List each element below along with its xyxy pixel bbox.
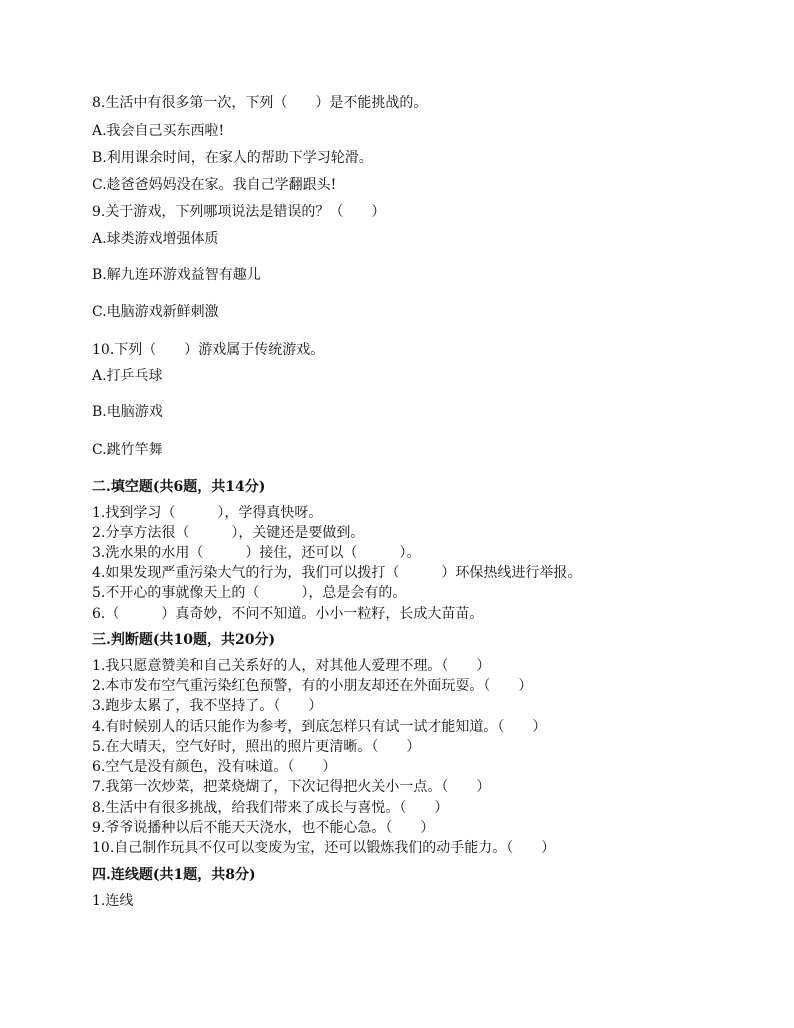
question-8-stem: 8.生活中有很多第一次，下列（ ）是不能挑战的。 (92, 95, 428, 111)
fill-item: 5.不开心的事就像天上的（ ），总是会有的。 (92, 585, 407, 601)
fill-item: 4.如果发现严重污染大气的行为，我们可以拨打（ ）环保热线进行举报。 (92, 565, 582, 581)
question-9-option-a: A.球类游戏增强体质 (92, 231, 219, 247)
question-10-option-a: A.打乒乓球 (92, 368, 163, 384)
judge-item: 6.空气是没有颜色，没有味道。（ ） (92, 759, 337, 775)
connect-item: 1.连线 (92, 893, 134, 909)
fill-item: 1.找到学习（ ），学得真快呀。 (92, 505, 323, 521)
question-10-stem: 10.下列（ ）游戏属于传统游戏。 (92, 342, 325, 358)
question-8-option-b: B.利用课余时间，在家人的帮助下学习轮滑。 (92, 150, 373, 166)
section-connect-heading: 四.连线题(共1题，共8分) (92, 867, 256, 883)
section-judge-heading: 三.判断题(共10题，共20分) (92, 632, 276, 648)
question-9-option-b: B.解九连环游戏益智有趣儿 (92, 267, 261, 283)
fill-item: 2.分享方法很（ ），关键还是要做到。 (92, 525, 365, 541)
question-8-option-a: A.我会自己买东西啦! (92, 123, 225, 139)
judge-item: 7.我第一次炒菜，把菜烧煳了，下次记得把火关小一点。（ ） (92, 779, 491, 795)
judge-item: 1.我只愿意赞美和自己关系好的人，对其他人爱理不理。（ ） (92, 658, 491, 674)
judge-item: 8.生活中有很多挑战，给我们带来了成长与喜悦。（ ） (92, 800, 449, 816)
judge-item: 10.自己制作玩具不仅可以变废为宝，还可以锻炼我们的动手能力。（ ） (92, 840, 556, 856)
judge-item: 5.在大晴天，空气好时，照出的照片更清晰。（ ） (92, 739, 421, 755)
judge-item: 3.跑步太累了，我不坚持了。（ ） (92, 698, 323, 714)
judge-item: 4.有时候别人的话只能作为参考，到底怎样只有试一试才能知道。（ ） (92, 719, 547, 735)
question-8-option-c: C.趁爸爸妈妈没在家。我自己学翻跟头! (92, 177, 337, 193)
question-10-option-b: B.电脑游戏 (92, 404, 163, 420)
section-fill-heading: 二.填空题(共6题，共14分) (92, 479, 266, 495)
fill-item: 6.（ ）真奇妙，不问不知道。小小一粒籽，长成大苗苗。 (92, 606, 484, 622)
question-10-option-c: C.跳竹竿舞 (92, 442, 163, 458)
question-9-stem: 9.关于游戏，下列哪项说法是错误的？（ ） (92, 204, 386, 220)
question-9-option-c: C.电脑游戏新鲜刺激 (92, 304, 219, 320)
judge-item: 2.本市发布空气重污染红色预警，有的小朋友却还在外面玩耍。（ ） (92, 678, 533, 694)
fill-item: 3.洗水果的水用（ ）接住，还可以（ ）。 (92, 545, 421, 561)
judge-item: 9.爷爷说播种以后不能天天浇水，也不能心急。（ ） (92, 820, 435, 836)
